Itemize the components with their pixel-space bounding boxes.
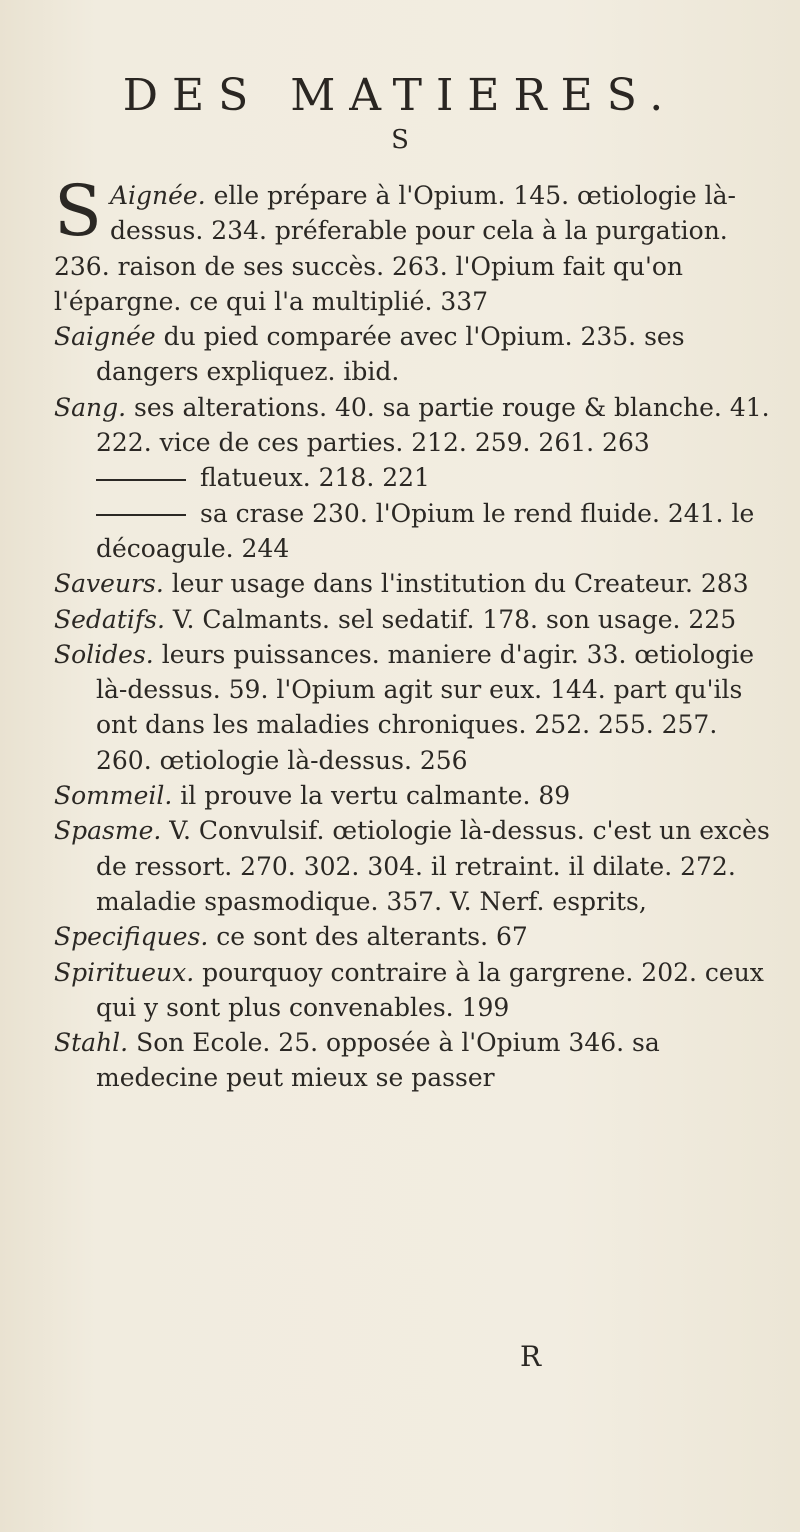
entry-headword: Sommeil. bbox=[54, 781, 173, 811]
entry-text: ses alterations. 40. sa partie rouge & blanche. 41. 222. vice de ces parties. 212. 259. 261. 263 bbox=[96, 392, 770, 458]
entry-text: leurs puissances. maniere d'agir. 33. œtiologie là-dessus. 59. l'Opium agit sur eux. 144. part qu'ils ont dans les maladies chroniques. 252. 255. 257. 260. œtiologie là-dessus. 256 bbox=[96, 639, 755, 775]
entry-headword: Specifiques. bbox=[54, 922, 209, 952]
entry-text: V. Convulsif. œtiologie là-dessus. c'est un excès de ressort. 270. 302. 304. il retraint. il dilate. 272. maladie spasmodique. 357. V. Nerf. esprits, bbox=[96, 816, 770, 916]
index-entry bbox=[54, 919, 774, 954]
index-entry bbox=[54, 637, 774, 778]
entry-text: du pied comparée avec l'Opium. 235. ses dangers expliquez. ibid. bbox=[96, 322, 685, 387]
index-entry bbox=[54, 390, 774, 461]
entry-text: Son Ecole. 25. opposée à l'Opium 346. sa medecine peut mieux se passer bbox=[96, 1028, 660, 1093]
entry-text: pourquoy contraire à la gargrene. 202. ceux qui y sont plus convenables. 199 bbox=[96, 957, 764, 1022]
index-entry bbox=[54, 813, 774, 919]
entry-text: leur usage dans l'institution du Createur. 283 bbox=[163, 569, 749, 599]
index-entry bbox=[54, 955, 774, 1026]
entry-headword: Solides. bbox=[54, 639, 154, 669]
entry-headword: Stahl. bbox=[54, 1028, 129, 1058]
index-entry bbox=[54, 170, 774, 319]
entry-text: il prouve la vertu calmante. 89 bbox=[172, 781, 571, 811]
page-header: DES MATIERES. bbox=[122, 70, 678, 121]
entry-headword: Spiritueux. bbox=[54, 957, 195, 987]
ditto-dash bbox=[96, 479, 186, 481]
section-letter: S bbox=[391, 125, 409, 155]
catchword: R bbox=[520, 1340, 542, 1373]
index-entries bbox=[54, 170, 774, 1096]
entry-text: ce sont des alterants. 67 bbox=[208, 922, 528, 952]
entry-text: flatueux. 218. 221 bbox=[200, 463, 430, 493]
index-entry bbox=[54, 602, 774, 637]
ditto-dash bbox=[96, 514, 186, 516]
entry-headword: Sang. bbox=[54, 392, 127, 422]
entry-text: sa crase 230. l'Opium le rend fluide. 241. le décoagule. 244 bbox=[96, 498, 755, 563]
entry-text: elle prépare à l'Opium. 145. œtiologie là-dessus. 234. préferable pour cela à la purgation. 236. raison de ses succès. 263. l'Opium fait qu'on l'épargne. ce qui l'a multiplié. 337 bbox=[54, 181, 736, 316]
index-entry bbox=[54, 1025, 774, 1096]
entry-headword: Saignée bbox=[54, 322, 156, 352]
index-subentry bbox=[54, 496, 774, 567]
entry-headword: Sedatifs. bbox=[54, 604, 165, 634]
index-entry bbox=[54, 319, 774, 390]
entry-headword: Aignée. bbox=[109, 181, 206, 210]
entry-text: V. Calmants. sel sedatif. 178. son usage. 225 bbox=[164, 604, 737, 634]
drop-cap: S bbox=[54, 170, 102, 252]
index-entry bbox=[54, 778, 774, 813]
entry-headword: Spasme. bbox=[54, 816, 162, 846]
index-entry bbox=[54, 566, 774, 601]
index-subentry bbox=[54, 460, 774, 495]
entry-headword: Saveurs. bbox=[54, 569, 164, 599]
